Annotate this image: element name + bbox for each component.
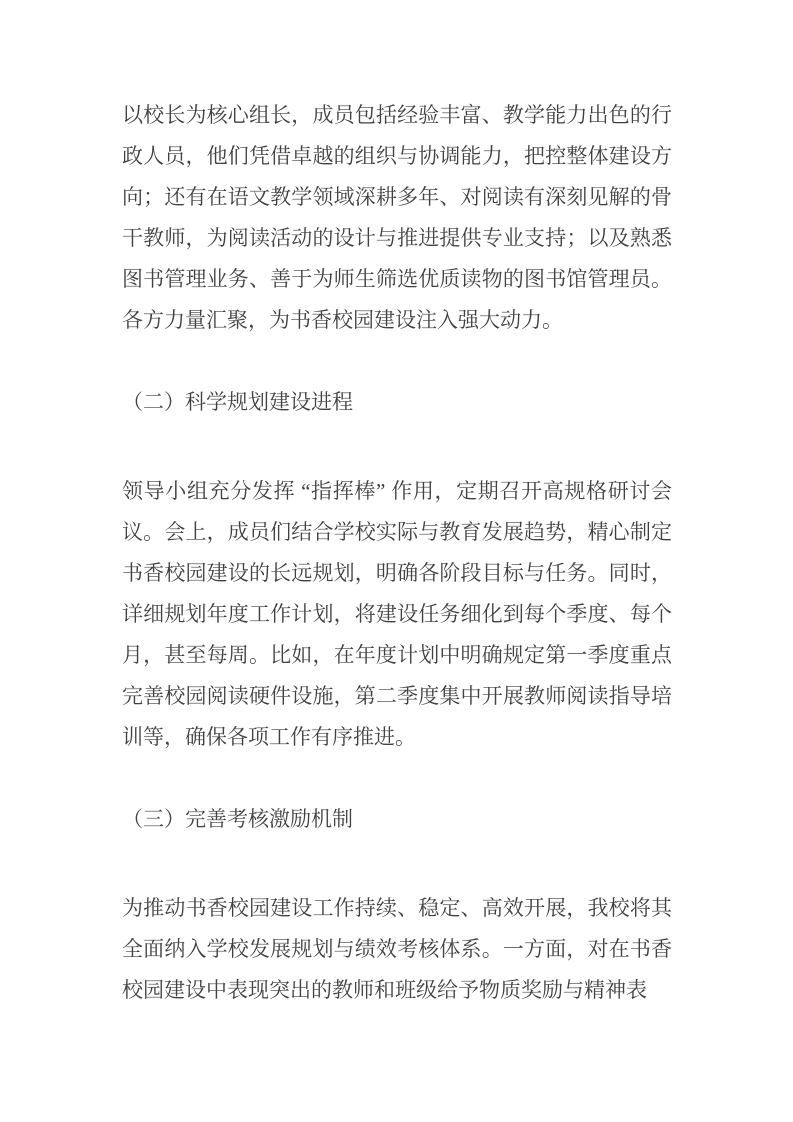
paragraph-team-composition: 以校长为核心组长，成员包括经验丰富、教学能力出色的行政人员，他们凭借卓越的组织与协调能力，把控整体建设方向；还有在语文教学领域深耕多年、对阅读有深刻见解的骨干教师，为阅读活动的设计与推进提供专业支持；以及熟悉图书管理业务、善于为师生筛选优质读物的图书馆管理员。各方力量汇聚，为书香校园建设注入强大动力。 [122, 103, 672, 332]
section-heading-3: （三）完善考核激励机制 [122, 807, 353, 831]
section-heading-2: （二）科学规划建设进程 [122, 390, 353, 414]
paragraph-assessment-incentive: 为推动书香校园建设工作持续、稳定、高效开展，我校将其全面纳入学校发展规划与绩效考核体系。一方面，对在书香校园建设中表现突出的教师和班级给予物质奖励与精神表 [122, 896, 672, 1002]
paragraph-planning-process: 领导小组充分发挥 “指挥棒” 作用，定期召开高规格研讨会议。会上，成员们结合学校实际与教育发展趋势，精心制定书香校园建设的长远规划，明确各阶段目标与任务。同时，详细规划年度工作计划，将建设任务细化到每个季度、每个月，甚至每周。比如，在年度计划中明确规定第一季度重点完善校园阅读硬件设施，第二季度集中开展教师阅读指导培训等，确保各项工作有序推进。 [122, 479, 672, 749]
